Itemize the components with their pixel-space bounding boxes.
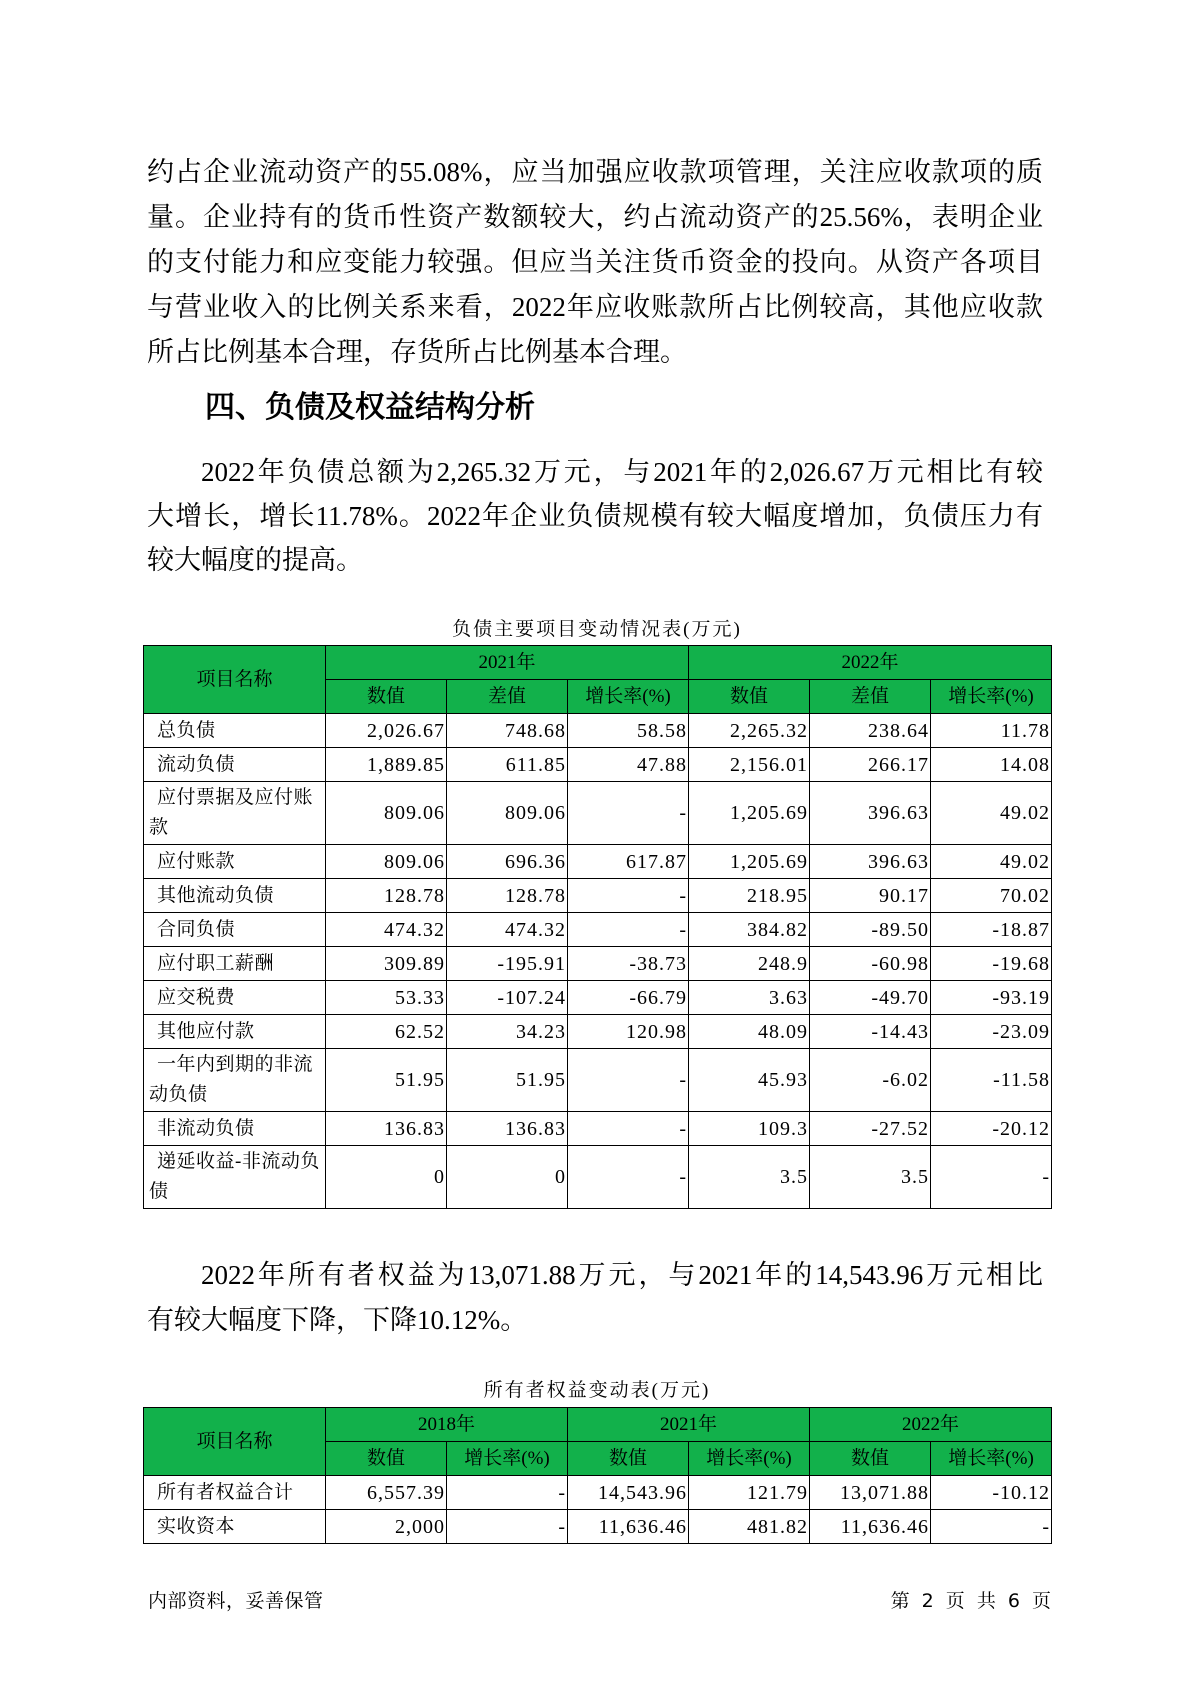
row-item-name: 应付职工薪酬 (144, 947, 326, 981)
value-cell: -20.12 (931, 1112, 1052, 1146)
subcolumn-header: 数值 (689, 680, 810, 714)
subcolumn-header: 增长率(%) (689, 1442, 810, 1476)
table-caption: 负债主要项目变动情况表(万元) (452, 619, 742, 640)
value-cell: 62.52 (326, 1015, 447, 1049)
row-item-name: 一年内到期的非流动负债 (144, 1049, 326, 1112)
value-cell: -19.68 (931, 947, 1052, 981)
value-cell: 809.06 (447, 782, 568, 845)
value-cell: - (568, 1049, 689, 1112)
paragraph-line: 2022年所有者权益为13,071.88万元，与2021年的14,543.96万元相比 (201, 1260, 1043, 1290)
value-cell: 6,557.39 (326, 1476, 447, 1510)
value-cell: 3.63 (689, 981, 810, 1015)
table-header (144, 1408, 1052, 1476)
subcolumn-header: 数值 (810, 1442, 931, 1476)
subcolumn-header: 数值 (568, 1442, 689, 1476)
paragraph-line: 2022年负债总额为2,265.32万元，与2021年的2,026.67万元相比有较 (201, 457, 1043, 487)
value-cell: 396.63 (810, 845, 931, 879)
subcolumn-header: 增长率(%) (568, 680, 689, 714)
value-cell: 128.78 (326, 879, 447, 913)
value-cell: 248.9 (689, 947, 810, 981)
row-item-name: 合同负债 (144, 913, 326, 947)
value-cell: 309.89 (326, 947, 447, 981)
value-cell: 49.02 (931, 845, 1052, 879)
table-row (144, 981, 1052, 1015)
value-cell: 3.5 (810, 1146, 931, 1209)
item-name-header: 项目名称 (144, 646, 326, 714)
value-cell: - (568, 913, 689, 947)
paragraph-line: 大增长，增长11.78%。2022年企业负债规模有较大幅度增加，负债压力有 (147, 501, 1043, 531)
row-item-name: 递延收益-非流动负债 (144, 1146, 326, 1209)
subcolumn-header: 增长率(%) (931, 1442, 1052, 1476)
value-cell: 611.85 (447, 748, 568, 782)
paragraph-line: 所占比例基本合理，存货所占比例基本合理。 (147, 337, 687, 367)
paragraph-line: 的支付能力和应变能力较强。但应当关注货币资金的投向。从资产各项目 (147, 247, 1043, 277)
value-cell: -38.73 (568, 947, 689, 981)
row-item-name: 应付账款 (144, 845, 326, 879)
value-cell: 1,205.69 (689, 845, 810, 879)
equity-change-table (143, 1407, 1052, 1544)
value-cell: -6.02 (810, 1049, 931, 1112)
header-row-years (144, 646, 1052, 680)
value-cell: 128.78 (447, 879, 568, 913)
value-cell: 218.95 (689, 879, 810, 913)
value-cell: 121.79 (689, 1476, 810, 1510)
row-item-name: 所有者权益合计 (144, 1476, 326, 1510)
row-item-name: 流动负债 (144, 748, 326, 782)
value-cell: 2,265.32 (689, 714, 810, 748)
row-item-name: 实收资本 (144, 1510, 326, 1544)
table-row (144, 913, 1052, 947)
paragraph-line: 约占企业流动资产的55.08%，应当加强应收款项管理，关注应收款项的质 (147, 157, 1043, 187)
value-cell: - (447, 1476, 568, 1510)
table-row (144, 845, 1052, 879)
value-cell: 11,636.46 (810, 1510, 931, 1544)
value-cell: 0 (326, 1146, 447, 1209)
value-cell: -89.50 (810, 913, 931, 947)
value-cell: 1,205.69 (689, 782, 810, 845)
paragraph-owner-equity (147, 1253, 1043, 1343)
value-cell: 474.32 (447, 913, 568, 947)
year-header: 2022年 (810, 1408, 1052, 1442)
value-cell: 90.17 (810, 879, 931, 913)
value-cell: - (447, 1510, 568, 1544)
value-cell: - (931, 1146, 1052, 1209)
table-row (144, 947, 1052, 981)
table-row (144, 782, 1052, 845)
value-cell: 617.87 (568, 845, 689, 879)
value-cell: 120.98 (568, 1015, 689, 1049)
value-cell: 109.3 (689, 1112, 810, 1146)
value-cell: -27.52 (810, 1112, 931, 1146)
value-cell: -23.09 (931, 1015, 1052, 1049)
header-row-years (144, 1408, 1052, 1442)
row-item-name: 其他流动负债 (144, 879, 326, 913)
table-row (144, 1049, 1052, 1112)
value-cell: 13,071.88 (810, 1476, 931, 1510)
value-cell: 2,000 (326, 1510, 447, 1544)
table-body (144, 714, 1052, 1209)
value-cell: -107.24 (447, 981, 568, 1015)
subcolumn-header: 增长率(%) (931, 680, 1052, 714)
footer-confidential-note: 内部资料，妥善保管 (148, 1590, 324, 1612)
value-cell: 136.83 (447, 1112, 568, 1146)
value-cell: -60.98 (810, 947, 931, 981)
liability-change-table (143, 645, 1052, 1209)
section-heading: 四、负债及权益结构分析 (205, 390, 535, 425)
value-cell: - (568, 1146, 689, 1209)
value-cell: 51.95 (326, 1049, 447, 1112)
table-body (144, 1476, 1052, 1544)
value-cell: 748.68 (447, 714, 568, 748)
value-cell: - (931, 1510, 1052, 1544)
value-cell: 14.08 (931, 748, 1052, 782)
value-cell: -93.19 (931, 981, 1052, 1015)
value-cell: 238.64 (810, 714, 931, 748)
value-cell: 49.02 (931, 782, 1052, 845)
subcolumn-header: 差值 (447, 680, 568, 714)
value-cell: 696.36 (447, 845, 568, 879)
value-cell: 58.58 (568, 714, 689, 748)
row-item-name: 应付票据及应付账款 (144, 782, 326, 845)
value-cell: 2,026.67 (326, 714, 447, 748)
value-cell: 3.5 (689, 1146, 810, 1209)
paragraph-asset-analysis (147, 150, 1043, 375)
value-cell: 45.93 (689, 1049, 810, 1112)
item-name-header: 项目名称 (144, 1408, 326, 1476)
value-cell: 11.78 (931, 714, 1052, 748)
value-cell: 809.06 (326, 782, 447, 845)
row-item-name: 其他应付款 (144, 1015, 326, 1049)
year-header: 2022年 (689, 646, 1052, 680)
value-cell: 809.06 (326, 845, 447, 879)
value-cell: -10.12 (931, 1476, 1052, 1510)
footer-page-number: 第 2 页 共 6 页 (890, 1590, 1051, 1612)
paragraph-liability-total (147, 450, 1043, 582)
table-row (144, 879, 1052, 913)
year-header: 2021年 (568, 1408, 810, 1442)
value-cell: - (568, 1112, 689, 1146)
value-cell: - (568, 782, 689, 845)
value-cell: -11.58 (931, 1049, 1052, 1112)
paragraph-line: 较大幅度的提高。 (147, 545, 363, 575)
table-row (144, 1476, 1052, 1510)
value-cell: 51.95 (447, 1049, 568, 1112)
value-cell: -66.79 (568, 981, 689, 1015)
row-item-name: 应交税费 (144, 981, 326, 1015)
subcolumn-header: 差值 (810, 680, 931, 714)
year-header: 2018年 (326, 1408, 568, 1442)
value-cell: 266.17 (810, 748, 931, 782)
value-cell: 14,543.96 (568, 1476, 689, 1510)
value-cell: -49.70 (810, 981, 931, 1015)
row-item-name: 非流动负债 (144, 1112, 326, 1146)
value-cell: 70.02 (931, 879, 1052, 913)
value-cell: 11,636.46 (568, 1510, 689, 1544)
subcolumn-header: 数值 (326, 680, 447, 714)
table-row (144, 1510, 1052, 1544)
value-cell: 34.23 (447, 1015, 568, 1049)
year-header: 2021年 (326, 646, 689, 680)
table-row (144, 714, 1052, 748)
value-cell: -195.91 (447, 947, 568, 981)
table-row (144, 1112, 1052, 1146)
value-cell: - (568, 879, 689, 913)
table-caption: 所有者权益变动表(万元) (483, 1380, 711, 1401)
value-cell: 1,889.85 (326, 748, 447, 782)
value-cell: 396.63 (810, 782, 931, 845)
paragraph-line: 与营业收入的比例关系来看，2022年应收账款所占比例较高，其他应收款 (147, 292, 1043, 322)
value-cell: -14.43 (810, 1015, 931, 1049)
value-cell: 47.88 (568, 748, 689, 782)
value-cell: 53.33 (326, 981, 447, 1015)
value-cell: -18.87 (931, 913, 1052, 947)
value-cell: 474.32 (326, 913, 447, 947)
value-cell: 2,156.01 (689, 748, 810, 782)
table-row (144, 1015, 1052, 1049)
subcolumn-header: 增长率(%) (447, 1442, 568, 1476)
value-cell: 136.83 (326, 1112, 447, 1146)
table-row (144, 748, 1052, 782)
value-cell: 481.82 (689, 1510, 810, 1544)
value-cell: 384.82 (689, 913, 810, 947)
paragraph-line: 量。企业持有的货币性资产数额较大，约占流动资产的25.56%，表明企业 (147, 202, 1043, 232)
subcolumn-header: 数值 (326, 1442, 447, 1476)
row-item-name: 总负债 (144, 714, 326, 748)
value-cell: 0 (447, 1146, 568, 1209)
value-cell: 48.09 (689, 1015, 810, 1049)
table-header (144, 646, 1052, 714)
paragraph-line: 有较大幅度下降，下降10.12%。 (147, 1305, 528, 1335)
table-row (144, 1146, 1052, 1209)
